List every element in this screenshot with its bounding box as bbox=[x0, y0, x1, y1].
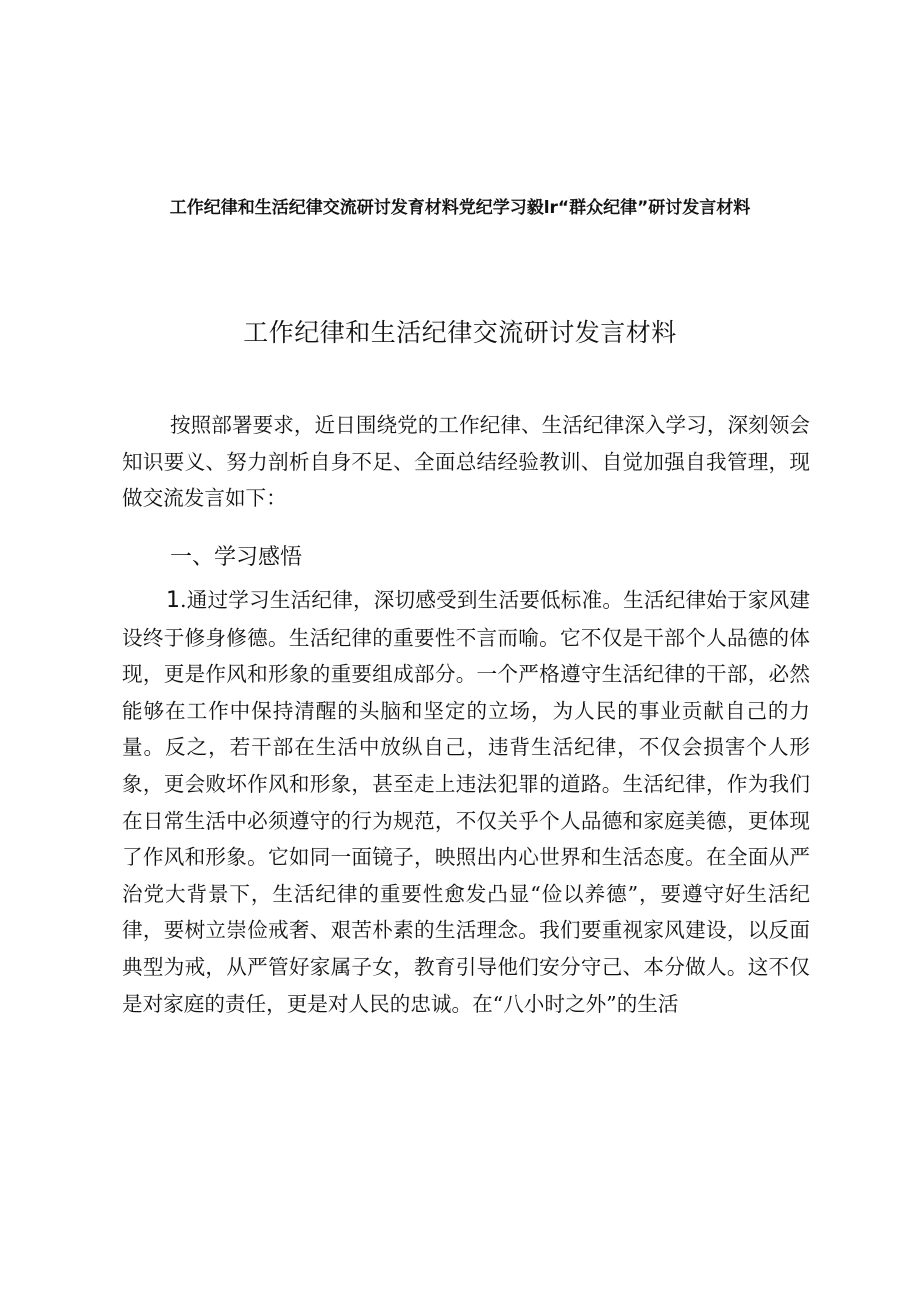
document-title: 工作纪律和生活纪律交流研讨发言材料 bbox=[243, 318, 677, 347]
intro-paragraph: 按照部署要求，近日围绕党的工作纪律、生活纪律深入学习，深刻领会知识要义、努力剖析自身不足、全面总结经验教训、自觉加强自我管理，现做交流发言如下： bbox=[122, 413, 810, 511]
item-1-paragraph bbox=[122, 582, 810, 1022]
section-heading-learning: 一、学习感悟 bbox=[170, 545, 303, 570]
item-1-number: 1 bbox=[166, 588, 180, 613]
running-header: 工作纪律和生活纪律交流研讨发育材料党纪学习毅lr“群众纪律”研讨发言材料 bbox=[169, 198, 751, 218]
item-1-text: .通过学习生活纪律，深切感受到生活要低标准。生活纪律始于家风建设终于修身修德。生活纪律的重要性不言而喻。它不仅是干部个人品德的体现，更是作风和形象的重要组成部分。一个严格遵守生活纪律的干部，必然能够在工作中保持清醒的头脑和坚定的立场，为人民的事业贡献自己的力量。反之，若干部在生活中放纵自己，违背生活纪律，不仅会损害个人形象，更会败坏作风和形象，甚至走上违法犯罪的道路。生活纪律，作为我们在日常生活中必须遵守的行为规范，不仅关乎个人品德和家庭美德，更体现了作风和形象。它如同一面镜子，映照出内心世界和生活态度。在全面从严治党大背景下，生活纪律的重要性愈发凸显“俭以养德”，要遵守好生活纪律，要树立崇俭戒奢、艰苦朴素的生活理念。我们要重视家风建设，以反面典型为戒，从严管好家属子女，教育引导他们安分守己、本分做人。这不仅是对家庭的责任，更是对人民的忠诚。在“八小时之外”的生活 bbox=[122, 588, 810, 1016]
